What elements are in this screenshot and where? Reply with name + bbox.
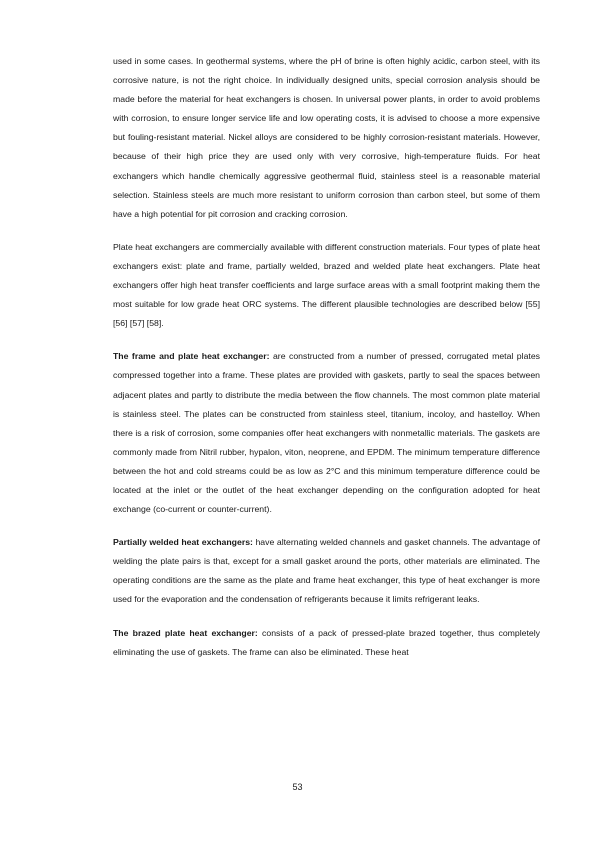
paragraph-text: consists of a pack of pressed-plate brazed together, thus completely eliminating the use of gaskets. The frame can also be eliminated. These heat bbox=[113, 627, 540, 657]
paragraph-text: have alternating welded channels and gasket channels. The advantage of welding the plate pairs is that, except for a small gasket around the ports, other materials are eliminated. The operating conditions are the same as the plate and frame heat exchanger, this type of heat exchanger is more used for the evaporation and the condensation of refrigerants because it limits refrigerant leaks. bbox=[113, 537, 540, 605]
paragraph-heading: The frame and plate heat exchanger: bbox=[113, 351, 270, 362]
paragraph-plate-heat-exchangers bbox=[113, 238, 540, 333]
paragraph-geothermal-materials bbox=[113, 52, 540, 224]
paragraph-text: are constructed from a number of pressed, corrugated metal plates compressed together into a frame. These plates are provided with gaskets, partly to seal the spaces between adjacent plates and partly to distribute the media between the flow channels. The most common plate material is stainless steel. The plates can be constructed from stainless steel, titanium, incoloy, and hastelloy. When there is a risk of corrosion, some companies offer heat exchangers with nonmetallic materials. The gaskets are commonly made from Nitril rubber, hypalon, viton, neoprene, and EPDM. The minimum temperature difference between the hot and cold streams could be as low as 2°C and this minimum temperature difference could be located at the inlet or the outlet of the heat exchanger depending on the configuration adopted for heat exchange (co-current or counter-current). bbox=[113, 351, 540, 515]
paragraph-heading: Partially welded heat exchangers: bbox=[113, 537, 253, 548]
paragraph-text: Plate heat exchangers are commercially available with different construction materials. Four types of plate heat exchangers exist: plate and frame, partially welded, brazed and welded plate heat exchangers. Plate heat exchangers offer high heat transfer coefficients and large surface areas with a small footprint making them the most suitable for low grade heat ORC systems. The different plausible technologies are described below [55] [56] [57] [58]. bbox=[113, 241, 540, 329]
body-text bbox=[113, 52, 540, 676]
page-number: 53 bbox=[292, 782, 303, 792]
paragraph-text: used in some cases. In geothermal systems, where the pH of brine is often highly acidic, carbon steel, with its corrosive nature, is not the right choice. In individually designed units, special corrosion analysis should be made before the material for heat exchangers is chosen. In universal power plants, in order to avoid problems with corrosion, to ensure longer service life and low operating costs, it is advised to choose a more expensive but fouling-resistant material. Nickel alloys are considered to be highly corrosion-resistant materials. However, because of their high price they are used only with very corrosive, high-temperature fluids. For heat exchangers which handle chemically aggressive geothermal fluid, stainless steel is a reasonable material selection. Stainless steels are much more resistant to uniform corrosion than carbon steel, but some of them have a high potential for pit corrosion and cracking corrosion. bbox=[113, 56, 540, 219]
paragraph-partially-welded bbox=[113, 533, 540, 609]
paragraph-heading: The brazed plate heat exchanger: bbox=[113, 627, 258, 638]
paragraph-frame-and-plate bbox=[113, 347, 540, 519]
paragraph-brazed-plate bbox=[113, 624, 540, 662]
